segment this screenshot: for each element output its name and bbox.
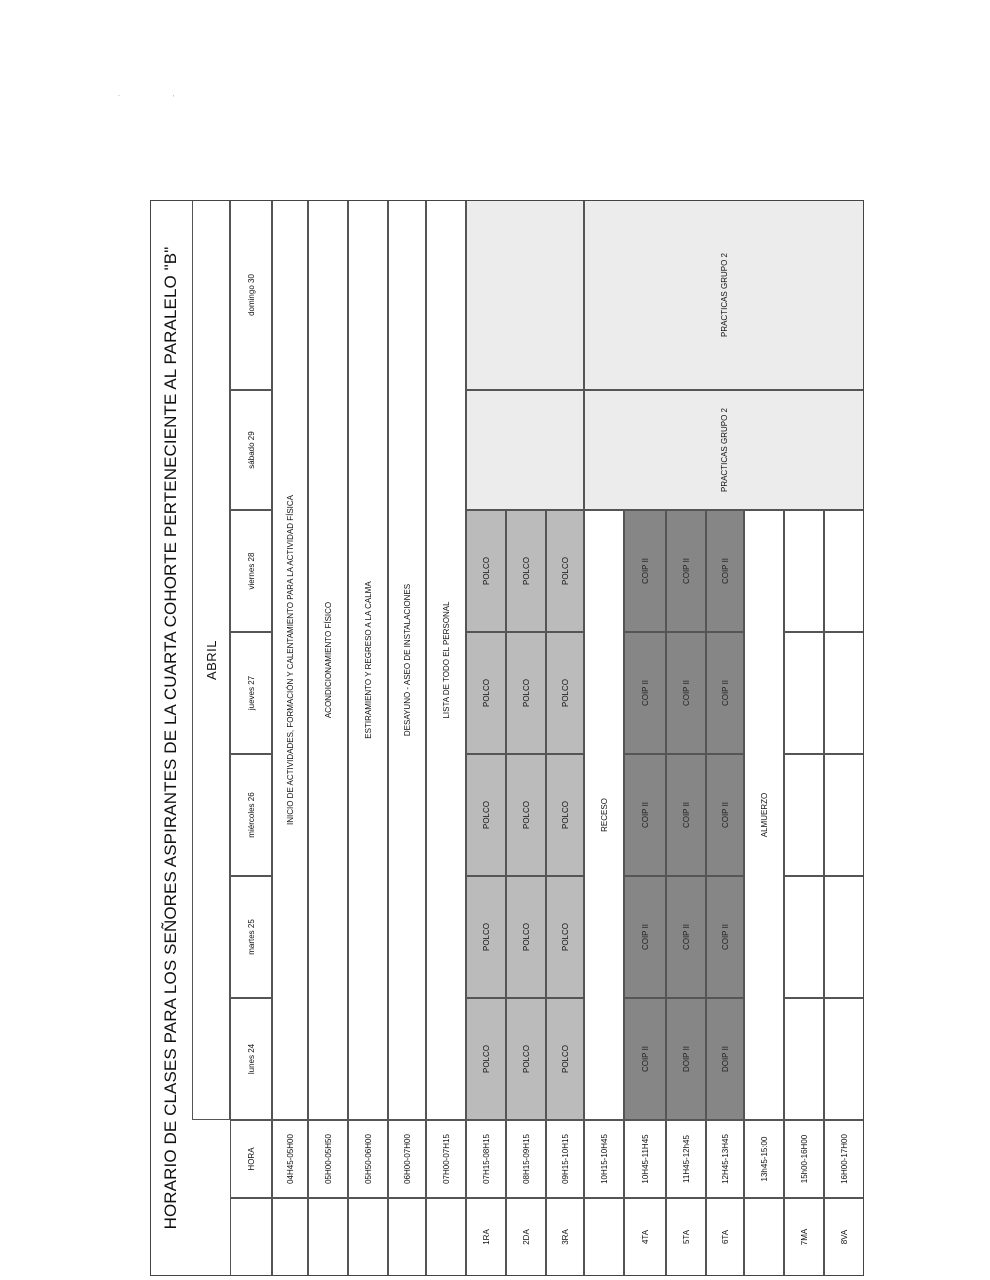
empty-slot xyxy=(824,876,864,998)
class-polco: POLCO xyxy=(546,754,584,876)
class-coip: COIP II xyxy=(624,632,666,754)
row-time: 04H45-05H00 xyxy=(272,1120,308,1198)
empty-slot xyxy=(824,510,864,632)
schedule-sheet xyxy=(150,200,864,1276)
activity-almuerzo: ALMUERZO xyxy=(744,510,784,1120)
row-time: 10H15-10H45 xyxy=(584,1120,624,1198)
activity-inicio: INICIO DE ACTIVIDADES, FORMACIÓN Y CALENTAMIENTO PARA LA ACTIVIDAD FÍSICA xyxy=(272,200,308,1120)
row-number: 6TA xyxy=(706,1198,744,1276)
activity-desayuno: DESAYUNO - ASEO DE INSTALACIONES xyxy=(388,200,426,1120)
month-header: ABRIL xyxy=(192,200,230,1120)
class-coip: COIP II xyxy=(666,754,706,876)
day-header-7: domingo 30 xyxy=(230,200,272,390)
empty-slot xyxy=(784,510,824,632)
empty-slot xyxy=(784,998,824,1120)
day-header-6: sábado 29 xyxy=(230,390,272,510)
row-number: 3RA xyxy=(546,1198,584,1276)
class-polco: POLCO xyxy=(546,998,584,1120)
weekend-blank xyxy=(466,200,584,390)
class-polco: POLCO xyxy=(506,754,546,876)
day-header-4: jueves 27 xyxy=(230,632,272,754)
scan-speck: ˙ xyxy=(118,94,121,103)
empty-slot xyxy=(824,632,864,754)
row-number xyxy=(584,1198,624,1276)
row-time: 08H15-09H15 xyxy=(506,1120,546,1198)
empty-slot xyxy=(784,632,824,754)
empty-slot xyxy=(784,754,824,876)
class-coip: COIP II xyxy=(666,632,706,754)
class-polco: POLCO xyxy=(506,510,546,632)
class-polco: POLCO xyxy=(546,876,584,998)
empty-slot xyxy=(784,876,824,998)
activity-estiramiento: ESTIRAMIENTO Y REGRESO A LA CALMA xyxy=(348,200,388,1120)
class-coip: COIP II xyxy=(706,754,744,876)
activity-lista: LISTA DE TODO EL PERSONAL xyxy=(426,200,466,1120)
class-coip: DOIP II xyxy=(706,998,744,1120)
row-number xyxy=(388,1198,426,1276)
day-header-5: viernes 28 xyxy=(230,510,272,632)
class-coip: DOIP II xyxy=(666,998,706,1120)
row-number: 1RA xyxy=(466,1198,506,1276)
row-time: 15h00-16H00 xyxy=(784,1120,824,1198)
day-header-1: lunes 24 xyxy=(230,998,272,1120)
class-polco: POLCO xyxy=(506,632,546,754)
class-polco: POLCO xyxy=(466,754,506,876)
row-number: 2DA xyxy=(506,1198,546,1276)
class-polco: POLCO xyxy=(506,876,546,998)
day-header-2: martes 25 xyxy=(230,876,272,998)
row-number xyxy=(744,1198,784,1276)
row-time: 05H50-06H00 xyxy=(348,1120,388,1198)
class-coip: COIP II xyxy=(624,510,666,632)
row-time: 07H00-07H15 xyxy=(426,1120,466,1198)
row-time: 07H15-08H15 xyxy=(466,1120,506,1198)
row-number: 7MA xyxy=(784,1198,824,1276)
class-coip: COIP II xyxy=(706,632,744,754)
class-coip: COIP II xyxy=(624,998,666,1120)
scan-speck: ˈ xyxy=(172,94,175,103)
row-number xyxy=(308,1198,348,1276)
class-polco: POLCO xyxy=(506,998,546,1120)
class-coip: COIP II xyxy=(666,510,706,632)
number-header-cell xyxy=(230,1198,272,1276)
class-coip: COIP II xyxy=(624,754,666,876)
row-time: 10H45-11H45 xyxy=(624,1120,666,1198)
row-number: 8VA xyxy=(824,1198,864,1276)
row-time: 11H45-12h45 xyxy=(666,1120,706,1198)
row-time: 13h45-15:00 xyxy=(744,1120,784,1198)
row-time: 09H15-10H15 xyxy=(546,1120,584,1198)
row-number xyxy=(426,1198,466,1276)
activity-receso: RECESO xyxy=(584,510,624,1120)
weekend-blank xyxy=(466,390,584,510)
class-coip: COIP II xyxy=(666,876,706,998)
row-number: 5TA xyxy=(666,1198,706,1276)
class-polco: POLCO xyxy=(466,876,506,998)
empty-slot xyxy=(824,754,864,876)
activity-acondicionamiento: ACONDICIONAMIENTO FÍSICO xyxy=(308,200,348,1120)
class-polco: POLCO xyxy=(466,510,506,632)
class-polco: POLCO xyxy=(466,632,506,754)
practicas-domingo: PRACTICAS GRUPO 2 xyxy=(584,200,864,390)
hora-header: HORA xyxy=(230,1120,272,1198)
row-number: 4TA xyxy=(624,1198,666,1276)
row-number xyxy=(272,1198,308,1276)
practicas-sabado: PRACTICAS GRUPO 2 xyxy=(584,390,864,510)
class-coip: COIP II xyxy=(706,876,744,998)
row-time: 12H45-13H45 xyxy=(706,1120,744,1198)
day-header-3: miércoles 26 xyxy=(230,754,272,876)
page-title: HORARIO DE CLASES PARA LOS SEÑORES ASPIRANTES DE LA CUARTA COHORTE PERTENECIENTE AL PARALELO "B" xyxy=(161,246,180,1230)
row-time: 16H00-17H00 xyxy=(824,1120,864,1198)
class-polco: POLCO xyxy=(546,632,584,754)
row-number xyxy=(348,1198,388,1276)
class-coip: COIP II xyxy=(624,876,666,998)
row-time: 05H00-05H50 xyxy=(308,1120,348,1198)
class-polco: POLCO xyxy=(466,998,506,1120)
class-coip: COIP II xyxy=(706,510,744,632)
empty-slot xyxy=(824,998,864,1120)
class-polco: POLCO xyxy=(546,510,584,632)
row-time: 06H00-07H00 xyxy=(388,1120,426,1198)
